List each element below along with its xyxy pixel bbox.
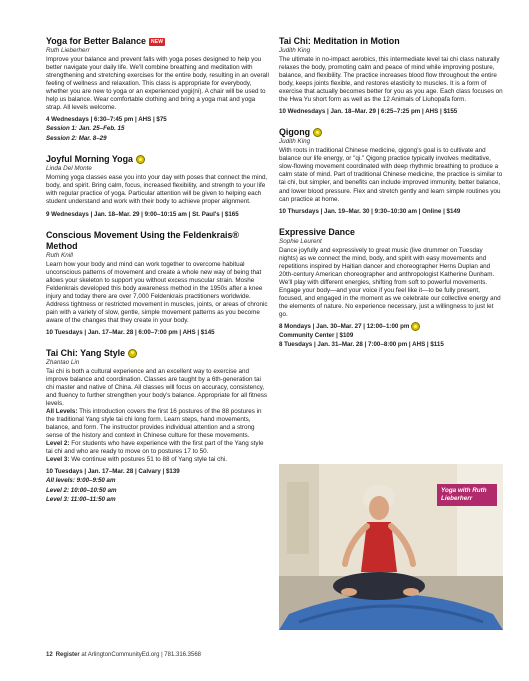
course-session	[46, 134, 270, 144]
session-dates: 9:00–9:50 am	[76, 477, 116, 485]
course-schedule: Community Center | $109	[279, 332, 354, 340]
course-title	[46, 154, 270, 165]
session-label: All levels:	[46, 477, 75, 485]
course-level	[46, 456, 270, 464]
schedule-line: 8 Mondays | Jan. 30–Mar. 27 | 12:00–1:00 pm	[279, 323, 410, 331]
course-schedule: 10 Thursdays | Jan. 19–Mar. 30 | 9:30–10:30 am | Online | $149	[279, 207, 461, 215]
course-joyful-morning-yoga	[46, 154, 270, 218]
register-label: Register	[55, 652, 80, 658]
course-level	[46, 440, 270, 456]
yoga-photo	[279, 464, 503, 630]
level-text: We continue with postures 51 to 88 of Yang style tai chi.	[71, 456, 227, 464]
session-label: Session 1:	[46, 125, 77, 133]
level-text: This introduction covers the first 16 postures of the 88 postures in the traditional Yang style tai chi long form. Learn steps, hand movements, balance, and form. The instructor provides individual attention and a strong sense of the history and context in Chinese culture for these movements.	[46, 408, 262, 440]
course-title-text: Qigong	[279, 127, 311, 138]
course-instructor: Judith King	[279, 47, 311, 54]
session-dates: Mar. 8–29	[78, 134, 107, 142]
course-schedule: 10 Tuesdays | Jan. 17–Mar. 28 | Calvary | $139	[46, 468, 180, 476]
course-schedule: 10 Wednesdays | Jan. 18–Mar. 29 | 6:25–7:25 pm | AHS | $155	[279, 108, 458, 116]
course-schedule	[279, 322, 503, 331]
course-instructor: Sophie Leurent	[279, 237, 322, 245]
course-tai-chi-meditation	[279, 36, 503, 116]
session-label: Level 3:	[46, 496, 70, 504]
photo-caption: Yoga with Ruth Lieberherr	[437, 484, 497, 506]
course-instructor: Ruth Knill	[46, 251, 73, 259]
course-instructor: Linda Del Monte	[46, 165, 92, 173]
level-label: All Levels:	[46, 408, 78, 416]
course-title	[46, 348, 270, 359]
course-description: Dance joyfully and expressively to great music (live drummer on Tuesday nights) as we connect the mind, body, and spirit with easy movements and repetitions inspired by Haitian dancer and choreographer Herns Duplan and 20th-century American choreographer and anthropologist Katherine Dunham. We'll play with different energies, shifting from soft to powerful movements. Engage your body—and your voice if you feel like it—to be fully present, focused, and engaged in the moment as we celebrate our collective energy and the elements of nature. No experience necessary, just a willingness to just let go.	[279, 246, 501, 318]
online-circle-icon	[313, 128, 322, 137]
online-circle-icon	[411, 322, 420, 331]
course-description: The ultimate in no-impact aerobics, this intermediate level tai chi class naturally relaxes the body, promoting calm and peace of mind while improving posture, balance, and flexibility. The practice increases blood flow throughout the entire body, keeps joints flexible, and restores elasticity to muscles. It is a form of exercise that actually becomes better for you as you age. Each class focuses on the Hwa Yu short form as well as the 12 Animals of Liuhopafa form.	[279, 56, 503, 104]
course-schedule: 9 Wednesdays | Jan. 18–Mar. 29 | 9:00–10:15 am | St. Paul's | $165	[46, 210, 239, 218]
course-title: Expressive Dance	[279, 226, 355, 237]
course-description: Improve your balance and prevent falls with yoga poses designed to help you better navigate your daily life. We'll combine breathing and meditation with strengthening and stretching exercises for the entire body, resulting in an overall feeling of wellness and relaxation. This class is appropriate for everybody, whether you are new to yoga or an experienced yogi(ni). A chair will be used to help us balance. Wear comfortable clothing and bring a yoga mat and yoga strap. All levels welcome.	[46, 56, 269, 112]
course-description: Tai chi is both a cultural experience and an excellent way to exercise and improve balance and coordination. Classes are taught by a 6th-generation tai chi master and native of China. All classes will focus on accuracy, consistency, and fluency to further strengthen your body's balance. Appropriate for all fitness levels.	[46, 367, 268, 408]
course-instructor: Zhantao Lin	[46, 358, 80, 366]
course-title	[46, 36, 270, 47]
course-qigong	[279, 127, 503, 215]
left-column	[46, 36, 270, 516]
course-session	[46, 486, 270, 496]
session-label: Session 2:	[46, 134, 77, 142]
level-text: For students who have experience with the first part of the Yang style tai chi and who are ready to move on to postures 17 to 50.	[46, 440, 264, 456]
course-schedule: 8 Tuesdays | Jan. 31–Mar. 28 | 7:00–8:00 pm | AHS | $115	[279, 341, 444, 349]
course-session	[46, 124, 270, 134]
course-level	[46, 408, 270, 440]
course-title-text: Joyful Morning Yoga	[46, 154, 133, 165]
course-description: Morning yoga classes ease you into your day with poses that connect the mind, body, and spirit. Bring calm, focus, increased flexibility, and strength to your life with regular practice of yoga. Particular attention will be given to helping each student understand and work with their body to achieve proper alignment.	[46, 174, 268, 206]
course-yoga-balance	[46, 36, 270, 143]
page-number: 12	[46, 652, 53, 658]
course-title: Tai Chi: Meditation in Motion	[279, 36, 400, 46]
register-link[interactable]: at ArlingtonCommunityEd.org | 781.316.3568	[79, 652, 202, 658]
online-circle-icon	[128, 349, 137, 358]
course-description: With roots in traditional Chinese medicine, qigong's goal is to cultivate and balance our life energy, or "qi." Qigong practice typically involves meditative, slow-flowing movement coordinated with deep rhythmic breathing to produce a calm state of mind. Part of traditional Chinese medicine, the practice is similar to tai chi, but simpler, and benefits can include improved immunity, better balance, and lower blood pressure. Flex and stretch gently and learn simple routines you can practice at home.	[279, 147, 503, 203]
session-dates: 11:00–11:50 am	[70, 496, 116, 504]
session-label: Level 2:	[46, 486, 70, 494]
level-label: Level 2:	[46, 440, 70, 448]
course-title: Conscious Movement Using the Feldenkrais® Method	[46, 229, 239, 251]
course-session	[46, 476, 270, 486]
level-label: Level 3:	[46, 456, 70, 464]
course-expressive-dance	[279, 227, 503, 349]
course-schedule: 4 Wednesdays | 6:30–7:45 pm | AHS | $75	[46, 116, 167, 124]
course-schedule: 10 Tuesdays | Jan. 17–Mar. 28 | 6:00–7:00 pm | AHS | $145	[46, 328, 215, 336]
course-title	[279, 127, 503, 138]
course-title-text: Tai Chi: Yang Style	[46, 347, 126, 358]
course-feldenkrais	[46, 230, 270, 337]
course-instructor: Judith King	[279, 138, 311, 146]
session-dates: Jan. 25–Feb. 15	[78, 125, 125, 133]
page-footer	[46, 651, 201, 659]
course-title-text: Yoga for Better Balance	[46, 36, 146, 46]
session-dates: 10:00–10:50 am	[70, 486, 117, 494]
new-badge: NEW	[150, 38, 164, 45]
online-circle-icon	[136, 155, 145, 164]
course-instructor: Ruth Lieberherr	[46, 47, 90, 54]
course-description: Learn how your body and mind can work together to overcome habitual unconscious patterns of movement and create a whole new way of being that allows your skeleton to support you without excess muscular strain. Moshe Feldenkrais developed this body awareness method in the 1950s after a knee injury and today there are over 7,000 Feldenkrais practitioners worldwide. Address tightness or restricted movement in muscles, joints, or areas of chronic pain with a variety of slow, gentle, simple movement patterns as you become aware of the changes that they create in your body.	[46, 260, 268, 324]
course-tai-chi-yang	[46, 348, 270, 505]
course-session	[46, 495, 270, 505]
right-column	[279, 36, 503, 360]
